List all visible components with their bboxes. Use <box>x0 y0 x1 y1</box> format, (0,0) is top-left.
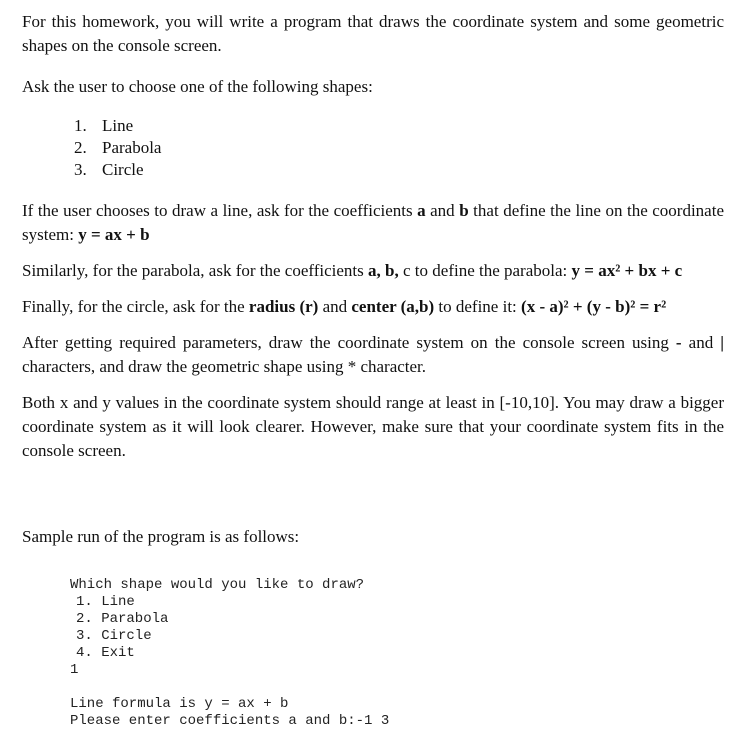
parabola-paragraph: Similarly, for the parabola, ask for the coefficients a, b, c to define the parabola: y = ax² + bx + c <box>22 261 683 280</box>
intro-paragraph: For this homework, you will write a program that draws the coordinate system and some geometric shapes on the console screen. <box>22 12 724 55</box>
document-page <box>22 10 724 730</box>
list-item: 2. Parabola <box>74 138 162 157</box>
range-paragraph: Both x and y values in the coordinate system should range at least in [-10,10]. You may draw a bigger coordinate system as it will look clearer. However, make sure that your coordinate system fits in the console screen. <box>22 393 724 460</box>
console-line-formula: Line formula is y = ax + b <box>70 696 289 712</box>
console-output <box>70 577 724 730</box>
parabola-formula: y = ax² + bx + c <box>571 261 683 280</box>
console-prompt: Which shape would you like to draw? <box>70 577 365 593</box>
ask-paragraph: Ask the user to choose one of the following shapes: <box>22 77 373 96</box>
draw-paragraph: After getting required parameters, draw the coordinate system on the console screen using - and | characters, and draw the geometric shape using * character. <box>22 333 724 376</box>
list-item: 3. Circle <box>74 160 144 179</box>
shape-list <box>22 115 724 181</box>
sample-heading: Sample run of the program is as follows: <box>22 527 300 546</box>
circle-formula: (x - a)² + (y - b)² = r² <box>521 297 667 316</box>
console-option: 4. Exit <box>76 645 135 661</box>
line-paragraph: If the user chooses to draw a line, ask for the coefficients a and b that define the line on the coordinate system: y = ax + b <box>22 201 724 244</box>
console-option: 1. Line <box>76 594 135 610</box>
list-item: 1. Line <box>74 116 134 135</box>
console-enter-coefficients: Please enter coefficients a and b:-1 3 <box>70 713 390 729</box>
console-blank-line <box>70 679 724 696</box>
console-option: 2. Parabola <box>76 611 169 627</box>
line-formula: y = ax + b <box>78 225 150 244</box>
console-option: 3. Circle <box>76 628 152 644</box>
circle-paragraph: Finally, for the circle, ask for the radius (r) and center (a,b) to define it: (x - a)² + (y - b)² = r² <box>22 297 667 316</box>
console-user-input: 1 <box>70 662 79 678</box>
